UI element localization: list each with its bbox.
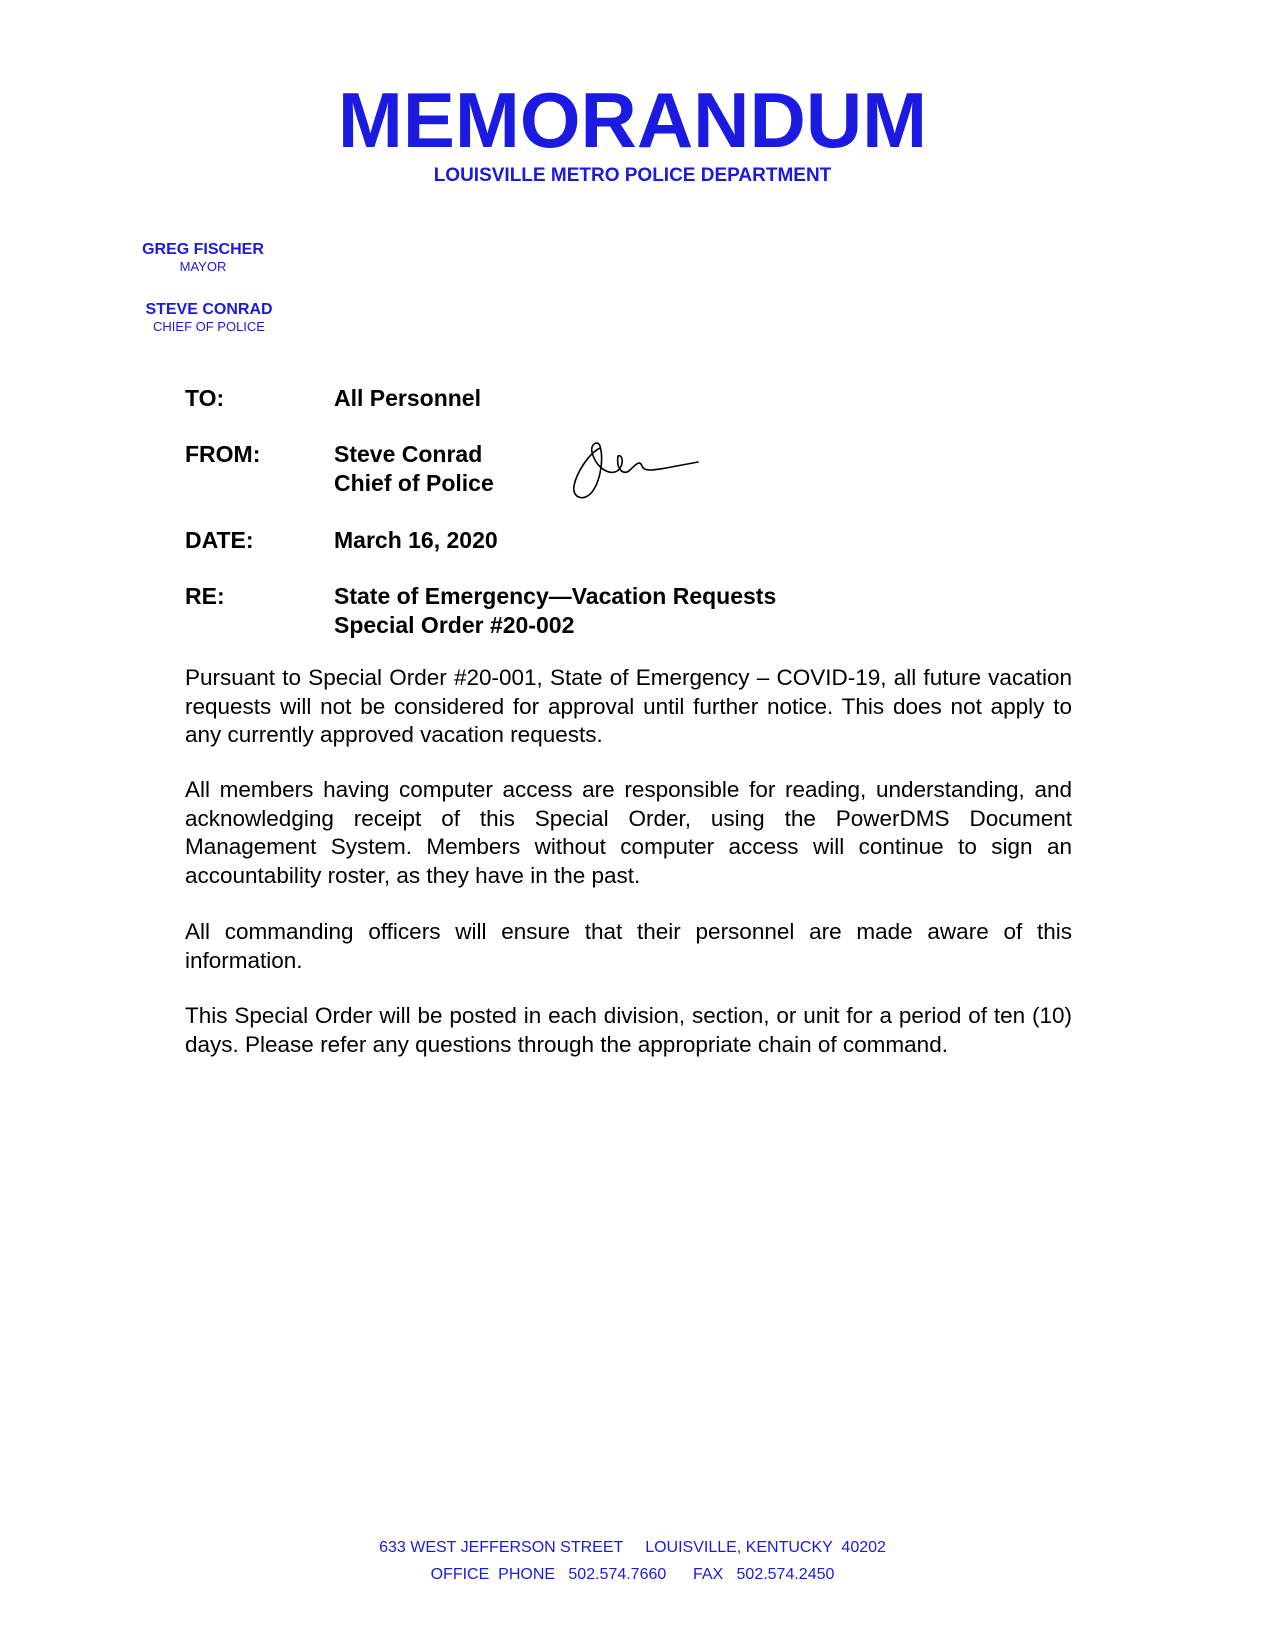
body-paragraph: All commanding officers will ensure that their personnel are made aware of this information. <box>185 919 1072 973</box>
footer-address: 633 WEST JEFFERSON STREET LOUISVILLE, KENTUCKY 40202 <box>379 1539 886 1556</box>
body-paragraph: Pursuant to Special Order #20-001, State of Emergency – COVID-19, all future vacation requests will not be considered for approval until further notice. This does not apply to any currently approved vacation requests. <box>185 665 1072 748</box>
signature-icon <box>570 440 710 510</box>
from-name: Steve Conrad <box>334 441 483 467</box>
re-label: RE: <box>185 583 225 609</box>
body-paragraph: All members having computer access are responsible for reading, understanding, and acknowledging receipt of this Special Order, using the PowerDMS Document Management System. Members without computer access will continue to sign an accountability roster, as they have in the past. <box>185 777 1072 888</box>
memo-title: MEMORANDUM <box>337 76 928 164</box>
from-title: Chief of Police <box>334 470 494 496</box>
department-name: LOUISVILLE METRO POLICE DEPARTMENT <box>433 165 832 186</box>
date-value: March 16, 2020 <box>334 527 498 553</box>
official-chief <box>128 300 290 335</box>
re-subject-line2: Special Order #20-002 <box>334 612 575 638</box>
official-role: CHIEF OF POLICE <box>153 319 265 334</box>
to-label: TO: <box>185 385 225 411</box>
body-paragraph: This Special Order will be posted in each division, section, or unit for a period of ten (10) days. Please refer any questions through the appropriate chain of command. <box>185 1003 1072 1057</box>
footer-phone: OFFICE PHONE 502.574.7660 FAX 502.574.2450 <box>430 1566 835 1583</box>
to-value: All Personnel <box>334 385 481 411</box>
official-role: MAYOR <box>179 259 227 274</box>
official-name: STEVE CONRAD <box>145 301 273 318</box>
official-name: GREG FISCHER <box>142 241 264 258</box>
re-subject-line1: State of Emergency—Vacation Requests <box>334 583 777 609</box>
official-mayor <box>128 240 278 275</box>
from-label: FROM: <box>185 441 261 467</box>
date-label: DATE: <box>185 527 254 553</box>
